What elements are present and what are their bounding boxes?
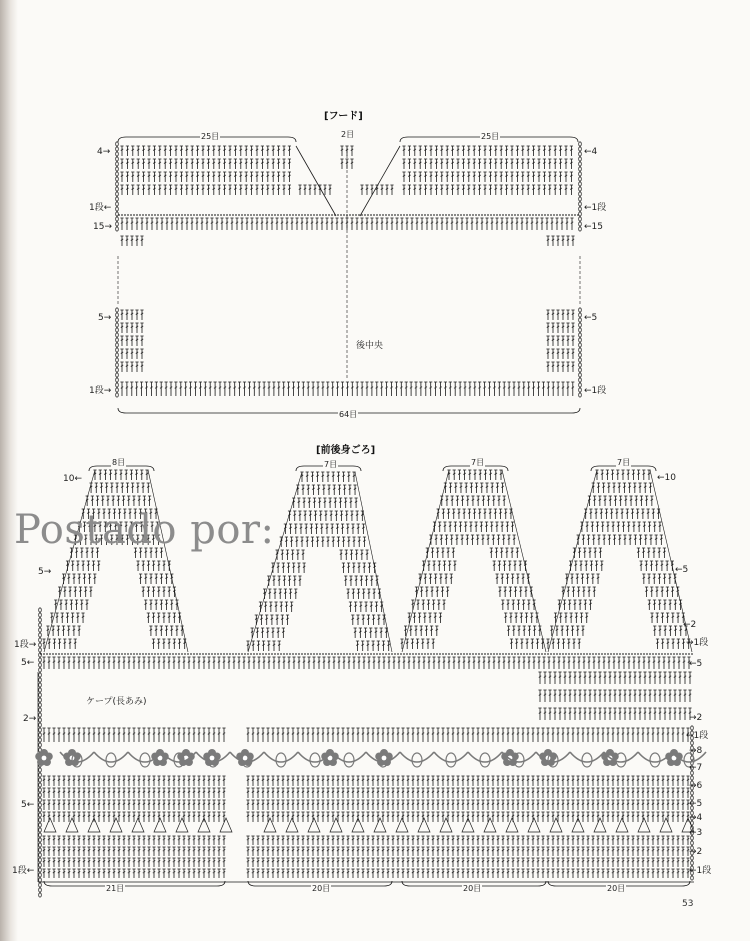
hood-row-left-top	[120, 146, 291, 156]
peak-row-right	[493, 561, 527, 571]
hood-row-left-5: 5→	[98, 313, 112, 323]
hood-turning-left-low	[116, 308, 119, 397]
body-bottom-row	[246, 836, 689, 845]
peak-row-right	[648, 600, 682, 610]
peak-row-right	[347, 589, 381, 599]
peak-row	[288, 511, 364, 521]
body-lower-row	[42, 800, 225, 810]
peak-row-left	[275, 550, 304, 560]
body-bottom-row	[246, 858, 689, 867]
peak-row	[584, 509, 660, 519]
peak-row	[440, 496, 506, 506]
peak-row-left	[569, 561, 603, 571]
peak-row-left	[573, 548, 602, 558]
peak-row-left	[46, 626, 80, 636]
peak-count-1: 8目	[112, 458, 126, 467]
peak-row-left	[255, 615, 289, 625]
peak-row-right	[642, 574, 676, 584]
body-bottom-row	[246, 847, 689, 856]
hood-lower-left	[120, 362, 143, 372]
hood-lower-right	[546, 336, 574, 346]
peak-row	[580, 522, 661, 532]
peak-row-right	[510, 639, 544, 649]
shell-row	[44, 818, 694, 832]
body-cape-row	[538, 708, 691, 720]
peak-row-left	[58, 587, 92, 597]
peak-row-right	[354, 628, 388, 638]
hood-count-right: 25目	[481, 132, 500, 141]
peak-row	[595, 470, 650, 480]
peak-row-left	[54, 600, 88, 610]
body-lower-row	[42, 776, 225, 786]
body-row-left-1dan-bottom: 1段←	[12, 866, 35, 876]
peak-row-left	[408, 613, 442, 623]
flower-motif	[501, 749, 519, 766]
peak-row-left	[50, 613, 84, 623]
peak-row-left	[426, 548, 455, 558]
hood-row-left-top	[120, 185, 291, 195]
hood-shaping-left	[296, 146, 336, 216]
body-cape-row	[538, 690, 691, 702]
peak-row-right	[501, 600, 535, 610]
peak-row	[89, 483, 149, 493]
body-row-right-7: ←7	[689, 763, 703, 773]
body-row-right-3: ←3	[689, 828, 703, 838]
peak-row-right	[637, 548, 666, 558]
hood-row-left-1dan-bottom: 1段→	[89, 386, 112, 396]
hood-turning-right	[579, 142, 582, 231]
page-number: 53	[682, 899, 694, 909]
peak-row-left	[565, 574, 599, 584]
body-lower-row	[246, 788, 689, 798]
hood-lower-left	[120, 349, 143, 359]
hood-row-right-top	[402, 146, 573, 156]
hood-shaping-right	[360, 146, 400, 216]
peak-row-right	[650, 613, 684, 623]
body-row-left-2: 2→	[23, 714, 37, 724]
body-row	[246, 728, 689, 742]
hood-shaping-stitches	[298, 185, 331, 195]
body-row-right-5-top: ←5	[675, 565, 689, 575]
peak-row-right	[645, 587, 679, 597]
peak-outline	[44, 470, 188, 652]
hood-side-left	[120, 236, 143, 246]
body-title: [前後身ごろ]	[316, 445, 376, 456]
hood-row-right-top	[402, 172, 573, 182]
hood-row-left-15: 15→	[93, 222, 112, 232]
body-bottom-row	[42, 847, 225, 856]
hood-lower-right	[546, 310, 574, 320]
hood-row-left-1dan-top: 1段←	[89, 203, 112, 213]
flower-motif	[151, 749, 169, 766]
hood-row-right-1dan-top: ←1段	[584, 203, 607, 213]
body-lower-row	[42, 788, 225, 798]
peak-row	[429, 535, 515, 545]
peak-row-right	[504, 613, 538, 623]
bottom-count-3: 20目	[463, 884, 482, 893]
flower-motif	[177, 749, 195, 766]
peak-row	[592, 483, 652, 493]
peak-row-left	[558, 600, 592, 610]
body-row-right-2-c: →2	[689, 847, 703, 857]
peak-row-left	[554, 613, 588, 623]
peak-row-right	[498, 587, 532, 597]
peak-row-right	[342, 563, 376, 573]
peak-row-left	[418, 574, 452, 584]
peak-row-right	[344, 576, 378, 586]
peak-row-left	[267, 576, 301, 586]
body-bottom-row	[42, 858, 225, 867]
peak-count-3: 7目	[471, 458, 485, 467]
peak-row-left	[246, 641, 280, 651]
hood-lower-left	[120, 310, 143, 320]
peak-row	[447, 470, 502, 480]
hood-count-center: 2目	[341, 130, 355, 139]
hood-chart	[116, 137, 582, 413]
hood-side-lines	[118, 150, 580, 380]
body-row-right-1dan-mid: ←1段	[686, 731, 709, 741]
hood-shaping-stitches	[360, 185, 393, 195]
hood-row-left-top	[120, 159, 291, 169]
body-row-left-5-low: 5←	[21, 800, 35, 810]
peak-row	[284, 524, 365, 534]
peak-row-right	[495, 574, 529, 584]
hood-center-label: 後中央	[356, 341, 384, 351]
peak-row-left	[400, 639, 434, 649]
body-lower-row	[246, 800, 689, 810]
hood-lower-left	[120, 323, 143, 333]
peak-row	[433, 522, 514, 532]
peak-row-right	[339, 550, 368, 560]
hood-side-right	[546, 236, 574, 246]
peak-row-left	[66, 561, 100, 571]
body-lower-row	[246, 776, 689, 786]
cape-label: ケープ(長あみ)	[86, 697, 147, 707]
hood-lower-right	[546, 349, 574, 359]
hood-lower-right	[546, 323, 574, 333]
peak-row-left	[259, 602, 293, 612]
peak-row-left	[546, 639, 580, 649]
peak-row-left	[561, 587, 595, 597]
bottom-count-1: 21目	[106, 884, 125, 893]
body-row-left-10: 10←	[63, 474, 82, 484]
body-row-right-4: →4	[689, 813, 703, 823]
bottom-count-4: 20目	[607, 884, 626, 893]
peak-row-right	[351, 615, 385, 625]
body-row-right-10: ←10	[657, 473, 676, 483]
flower-motif	[321, 749, 339, 766]
watermark-text: Postado por:	[14, 507, 275, 553]
peak-row-left	[550, 626, 584, 636]
body-row-right-5-b: ←5	[689, 799, 703, 809]
hood-turning-left	[116, 142, 119, 231]
hood-foundation-row	[120, 382, 574, 396]
peak-count-4: 7目	[617, 458, 631, 467]
hood-title: [フード]	[324, 111, 363, 122]
peak-row	[588, 496, 654, 506]
peak-row-right	[640, 561, 674, 571]
body-row-right-1dan-top: →1段	[686, 638, 709, 648]
peak-row-left	[404, 626, 438, 636]
body-row-left-1dan: 1段→	[14, 640, 37, 650]
peak-row	[300, 472, 355, 482]
hood-full-row	[120, 218, 573, 230]
body-row-right-5-a: ←5	[689, 659, 703, 669]
peak-row-right	[356, 641, 390, 651]
body-row-right-8: →8	[689, 746, 703, 756]
peak-row-left	[251, 628, 285, 638]
peak-row	[444, 483, 504, 493]
peak-row	[280, 537, 366, 547]
body-row-left-5-mid: 5←	[21, 658, 35, 668]
peak-row-right	[507, 626, 541, 636]
hood-row-left-4: 4→	[97, 147, 111, 157]
body-row-left-5-top: 5→	[38, 567, 52, 577]
peak-row	[86, 496, 152, 506]
body-bottom-row	[246, 869, 689, 878]
peak-row-left	[415, 587, 449, 597]
peak-row-right	[144, 600, 178, 610]
peak-row-right	[490, 548, 519, 558]
peak-row-right	[142, 587, 176, 597]
peak-count-2: 7目	[324, 460, 338, 469]
peak-row-right	[152, 639, 186, 649]
peak-row	[296, 485, 356, 495]
body-row	[42, 657, 690, 669]
peak-row	[93, 470, 148, 480]
hood-row-right-top	[402, 185, 573, 195]
peak-row-left	[422, 561, 456, 571]
peak-row-right	[149, 626, 183, 636]
hood-row-right-1dan-bottom: ←1段	[584, 386, 607, 396]
body-row-right-6: →6	[689, 781, 703, 791]
peak-row	[437, 509, 513, 519]
peak-row-right	[136, 561, 170, 571]
hood-row-right-4: ←4	[584, 147, 598, 157]
hood-count-bottom: 64目	[339, 410, 358, 419]
peak-row	[577, 535, 663, 545]
bottom-count-2: 20目	[312, 884, 331, 893]
body-bottom-row	[42, 869, 225, 878]
body-bottom-row	[42, 836, 225, 845]
flower-motif-row	[35, 749, 706, 767]
peak-row-left	[271, 563, 305, 573]
peak-row-right	[147, 613, 181, 623]
body-row-right-2-b: →2	[689, 713, 703, 723]
body-row	[42, 728, 225, 742]
body-row-right-1dan-bottom: ←1段	[689, 866, 712, 876]
hood-count-left: 25目	[201, 132, 220, 141]
body-lower-row	[42, 812, 225, 822]
hood-row-right-15: ←15	[584, 222, 603, 232]
peak-row-right	[139, 574, 173, 584]
flower-motif	[665, 749, 683, 766]
hood-turning-right-low	[579, 308, 582, 397]
peak-row-left	[263, 589, 297, 599]
body-row-right-2-top: ←2	[683, 620, 697, 630]
peak-row-right	[349, 602, 383, 612]
peak-row	[292, 498, 358, 508]
peak-row-left	[411, 600, 445, 610]
peak-row-left	[62, 574, 96, 584]
body-cape-row	[538, 672, 691, 684]
hood-lower-left	[120, 336, 143, 346]
hood-lower-right	[546, 362, 574, 372]
hood-row-right-top	[402, 159, 573, 169]
hood-row-left-top	[120, 172, 291, 182]
hood-row-right-5: ←5	[584, 313, 598, 323]
peak-row-left	[42, 639, 76, 649]
